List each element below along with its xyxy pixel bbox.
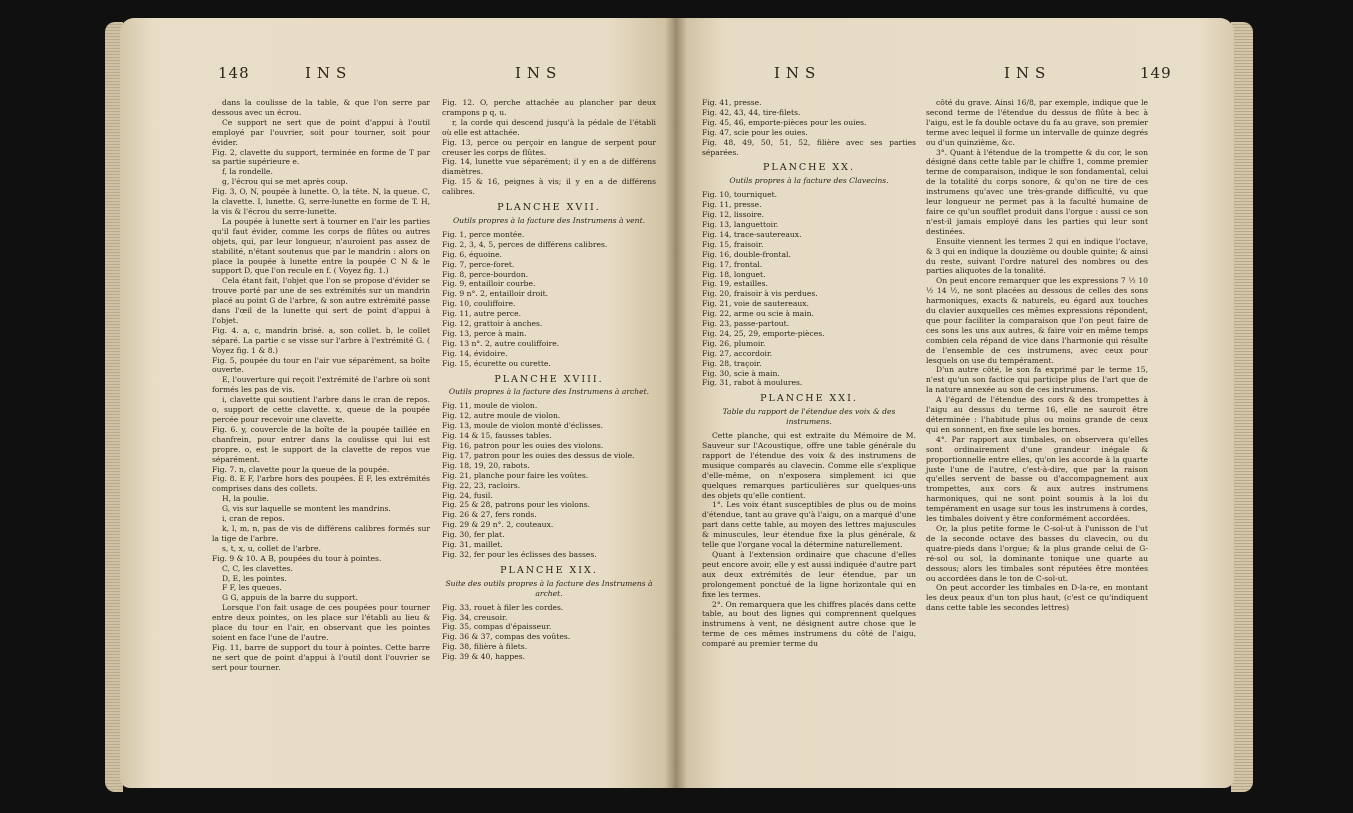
figure-entry: Fig. 22, 23, racloirs. bbox=[442, 480, 521, 490]
text-paragraph: On peut accorder les timbales en D-la-re, en montant les deux peaux d'un ton plus haut, (c'est ce qu'indiquent dans cette table les secondes lettres) bbox=[926, 583, 1148, 613]
left-page bbox=[120, 18, 674, 788]
text-paragraph: H, la poulie. bbox=[222, 494, 269, 504]
text-paragraph: 1°. Les voix étant susceptibles de plus ou de moins d'étendue, tant au grave qu'à l'aigu, on a marqué d'une part dans cette table, au moyen des lettres majuscules & minuscules, leur étendue fixe la plus générale, & telle que l'organe vocal la détermine naturellement. bbox=[702, 500, 916, 550]
running-head-right: INS bbox=[1004, 64, 1052, 82]
text-paragraph: Fig. 7. n, clavette pour la queue de la poupée. bbox=[212, 464, 390, 474]
text-paragraph: G G, appuis de la barre du support. bbox=[222, 593, 359, 603]
text-paragraph: F F, les queues. bbox=[222, 583, 282, 593]
text-paragraph: s, t, x, u, collet de l'arbre. bbox=[222, 543, 321, 553]
right-page-edges bbox=[1231, 22, 1253, 792]
plate-19-list bbox=[442, 603, 656, 662]
figure-entry: Fig. 20, fraisoir à vis perdues. bbox=[702, 289, 818, 299]
figure-entry: Fig. 39 & 40, happes. bbox=[442, 652, 526, 662]
figure-entry: Fig. 36 & 37, compas des voûtes. bbox=[442, 632, 571, 642]
figure-entry: Fig. 21, planche pour faire les voûtes. bbox=[442, 470, 589, 480]
figure-entry: Fig. 14, trace-sautereaux. bbox=[702, 229, 802, 239]
figure-entry: Fig. 21, voie de sautereaux. bbox=[702, 299, 809, 309]
figure-entry: Fig. 6, équoine. bbox=[442, 249, 503, 259]
figure-entry: Fig. 26, plumoir. bbox=[702, 338, 766, 348]
figure-entry: Fig. 12, lissoire. bbox=[702, 210, 765, 220]
text-paragraph: Fig. 5, poupée du tour en l'air vue séparément, sa boîte ouverte. bbox=[212, 355, 430, 375]
text-paragraph: Cette planche, qui est extraite du Mémoire de M. Sauveur sur l'Acoustique, offre une table générale du rapport de l'étendue des voix & des instrumens de musique comparés au clavecin. Comme elle s'explique d'elle-même, on n'exposera simplement ici que quelques remarques particulières sur quelques-uns des objets qu'elle contient. bbox=[702, 431, 916, 500]
figure-entry: Fig. 13, languettoir. bbox=[702, 219, 779, 229]
figure-entry: Fig. 12, grattoir à anches. bbox=[442, 319, 543, 329]
text-paragraph: 2°. On remarquera que les chiffres placés dans cette table, au bout des lignes qui comprennent quelques instrumens à vent, ne désignent autre chose que le terme de ces mêmes instrumens du côté de l'aigu, comparé au premier terme du bbox=[702, 599, 916, 649]
text-paragraph: Fig. 9 & 10. A B, poupées du tour à pointes. bbox=[212, 553, 382, 563]
running-head-right: INS bbox=[515, 64, 563, 82]
text-paragraph: A l'égard de l'étendue des cors & des trompettes à l'aigu au dessus du terme 16, elle ne sauroit être déterminée : l'habitude plus ou moins grande de ceux qui en sonnent, en fixe seule les bornes. bbox=[926, 395, 1148, 434]
figure-entry: Fig. 35, compas d'épaisseur. bbox=[442, 622, 552, 632]
text-paragraph: côté du grave. Ainsi 16/8, par exemple, indique que le second terme de l'étendue du dessus de flûte à bec à l'aigu, est le fa double octave du fa au grave, son premier terme avec lequel il forme un intervalle de quinze degrés ou d'un quinzième, &c. bbox=[926, 98, 1149, 147]
text-paragraph: Lorsque l'on fait usage de ces poupées pour tourner entre deux pointes, on les place sur l'établi au lieu & place du tour en l'air, en observant que les pointes soient en face l'une de l'autre. bbox=[212, 603, 430, 642]
figure-entry: Fig. 14, évidoire. bbox=[442, 348, 508, 358]
figure-entry: Fig. 31, maillet. bbox=[442, 540, 503, 550]
left-page-column-1 bbox=[212, 98, 430, 673]
text-paragraph: Fig. 13, perce ou perçoir en langue de serpent pour creuser les corps de flûtes. bbox=[442, 137, 656, 157]
page-number: 149 bbox=[1140, 64, 1172, 82]
text-paragraph: 4°. Par rapport aux timbales, on observera qu'elles sont ordinairement d'une grandeur inégale & proportionnelle entre elles, qu'on les accorde à la quarte juste l'une de l'autre, c'est-à-dire, que par la raison qu'elles servent de basse ou d'accompagnement aux trompettes, aux cors & aux autres instrumens harmoniques, qui ne sont point soumis à la loi du tempérament en usage sur tous les instrumens à cordes, les timbales doivent y être conformément accordées. bbox=[926, 434, 1148, 524]
figure-entry: Fig. 45, 46, emporte-pièces pour les ouies. bbox=[702, 117, 867, 127]
right-page-column-1 bbox=[702, 98, 916, 649]
figure-entry: Fig. 14 & 15, fausses tables. bbox=[442, 431, 552, 441]
text-paragraph: Fig. 15 & 16, peignes à vis; il y en a de différens calibres. bbox=[442, 177, 656, 197]
figure-entry: Fig. 16, patron pour les ouies des violons. bbox=[442, 441, 604, 450]
figure-entry: Fig. 19, estailles. bbox=[702, 279, 768, 289]
text-paragraph: On peut encore remarquer que les expressions 7 ½ 10 ½ 14 ½, ne sont placées au dessous de celles des sons harmoniques, exacts & naturels, eu égard aux touches du clavier auxquelles ces mêmes expressions répondent, que pour faciliter la comparaison que l'on peut faire de ces sons les uns aux autres, & faire voir en même temps combien cela répand de vice dans l'harmonie qui résulte de l'ensemble de ces instrumens, avec ceux pour lesquels on use du tempérament. bbox=[926, 276, 1148, 365]
text-paragraph: k, l, m, n, pas de vis de différens calibres formés sur la tige de l'arbre. bbox=[212, 523, 430, 543]
figure-entry: Fig. 17, frontal. bbox=[702, 259, 763, 269]
figure-entry: Fig. 11, autre perce. bbox=[442, 309, 522, 319]
figure-entry: Fig. 27, accordoir. bbox=[702, 348, 773, 358]
text-paragraph: C, C, les clavettes. bbox=[222, 563, 293, 573]
figure-entry: Fig. 30, fer plat. bbox=[442, 530, 505, 540]
text-paragraph: Fig. 4. a, c, mandrin brisé. a, son collet. b, le collet séparé. La partie c se visse sur l'arbre à l'extrémité G. ( Voyez fig. 1 & 8.) bbox=[212, 325, 430, 355]
figure-entry: Fig. 18, longuet. bbox=[702, 269, 766, 279]
text-paragraph: Fig. 3, O, N, poupée à lunette. O, la tête. N, la queue. C, la clavette. I, lunette. G, serre-lunette en forme de T. H, la vis & l'écrou du serre-lunette. bbox=[212, 187, 430, 216]
figure-entry: Fig. 26 & 27, fers ronds. bbox=[442, 510, 537, 520]
figure-entry: Fig. 15, écurette ou curette. bbox=[442, 358, 551, 368]
text-paragraph: 3°. Quant à l'étendue de la trompette & du cor, le son désigné dans cette table par le chiffre 1, comme premier terme de comparaison, indique le son fondamental, celui de la totalité du corps sonore, & qu'on ne tire de ces instrumens qu'avec une très-grande difficulté, vu que leur longueur ne permet pas à la faculté humaine de faire ce qu'un soufflet produit dans l'orgue : aussi ce son n'est-il jamais employé dans les parties qui leur sont destinées. bbox=[926, 147, 1148, 236]
figure-entry: Fig. 25 & 28, patrons pour les violons. bbox=[442, 500, 591, 510]
plate-19-title: PLANCHE XIX. bbox=[500, 564, 598, 576]
column-1-intro bbox=[702, 98, 916, 157]
plate-21-text bbox=[702, 431, 916, 649]
figure-entry: Fig. 2, 3, 4, 5, perces de différens calibres. bbox=[442, 239, 608, 249]
right-page-header bbox=[674, 64, 1234, 88]
page-number: 148 bbox=[218, 64, 250, 82]
figure-entry: Fig. 30, scie à main. bbox=[702, 368, 780, 378]
text-paragraph: D, E, les pointes. bbox=[222, 573, 287, 583]
plate-18-subtitle: Outils propres à la facture des Instrumens à archet. bbox=[448, 387, 650, 397]
figure-entry: Fig. 12, autre moule de violon. bbox=[442, 411, 561, 421]
text-paragraph: r, la corde qui descend jusqu'à la pédale de l'établi où elle est attachée. bbox=[442, 117, 656, 137]
open-book bbox=[105, 8, 1253, 808]
plate-21-title: PLANCHE XXI. bbox=[760, 393, 858, 405]
figure-entry: Fig. 32, fer pour les éclisses des basses. bbox=[442, 549, 597, 559]
figure-entry: Fig. 10, couliffoire. bbox=[442, 299, 516, 309]
running-head-left: INS bbox=[305, 64, 353, 82]
figure-entry: Fig. 33, rouet à filer les cordes. bbox=[442, 602, 564, 612]
text-paragraph: Fig. 6. y, couvercle de la boîte de la poupée taillée en chanfrein, pour entrer dans la coulisse qui lui est propre. o, est le support de la clavette de repos vue séparément. bbox=[212, 424, 430, 464]
text-paragraph: G, vis sur laquelle se montent les mandrins. bbox=[222, 504, 391, 514]
figure-entry: Fig. 42, 43, 44, tire-filets. bbox=[702, 107, 801, 117]
figure-entry: Fig. 13, perce à main. bbox=[442, 328, 527, 338]
figure-entry: Fig. 31, rabot à moulures. bbox=[702, 378, 803, 388]
plate-18-title: PLANCHE XVIII. bbox=[494, 373, 604, 385]
figure-entry: Fig. 28, traçoir. bbox=[702, 358, 762, 368]
text-paragraph: i, cran de repos. bbox=[222, 514, 285, 524]
figure-entry: Fig. 48, 49, 50, 51, 52, filière avec ses parties séparées. bbox=[702, 137, 916, 157]
figure-entry: Fig. 47, scie pour les ouies. bbox=[702, 127, 808, 137]
plate-20-list bbox=[702, 190, 916, 388]
text-paragraph: Fig. 11, barre de support du tour à pointes. Cette barre ne sert que de point d'appui à l'outil dont l'ouvrier se sert pour tourner. bbox=[212, 642, 430, 672]
column-2-intro bbox=[442, 98, 656, 197]
figure-entry: Fig. 1, perce montée. bbox=[442, 229, 525, 239]
plate-17-list bbox=[442, 230, 656, 369]
text-paragraph: Or, la plus petite forme le C-sol-ut à l'unisson de l'ut de la seconde octave des basses du clavecin, ou du quatre-pieds dans l'orgue; & la plus grande celui de G-ré-sol ou sol, la dominante tonique une quarte au dessous; alors les timbales sont réputées être montées ou accordées dans le ton de C-sol-ut. bbox=[926, 523, 1148, 583]
text-paragraph: Ensuite viennent les termes 2 qui en indique l'octave, & 3 qui en indique la douzième ou double quinte; & ainsi du reste, suivant l'ordre naturel des nombres ou des parties aliquotes de la tonalité. bbox=[926, 236, 1148, 276]
figure-entry: Fig. 13 n°. 2, autre couliffoire. bbox=[442, 338, 560, 348]
text-paragraph: Cela étant fait, l'objet que l'on se propose d'évider se trouve porté par une de ses extrémités sur un mandrin placé au point G de l'arbre, & son autre extrémité passe dans l'œil de la lunette qui sert de point d'appui à l'objet. bbox=[212, 276, 430, 325]
text-paragraph: i, clavette qui soutient l'arbre dans le cran de repos. o, support de cette clavette. x, queue de la poupée percée pour recevoir une clavette. bbox=[212, 395, 430, 424]
figure-entry: Fig. 8, perce-bourdon. bbox=[442, 269, 529, 279]
figure-entry: Fig. 16, double-frontal. bbox=[702, 249, 791, 259]
text-paragraph: Quant à l'extension ordinaire que chacune d'elles peut encore avoir, elle y est aussi indiquée d'autre part aux deux extrémités de leur étendue, par un prolongement ponctué de la ligne horizontale qui en fixe les termes. bbox=[702, 549, 916, 599]
figure-entry: Fig. 23, passe-partout. bbox=[702, 319, 790, 329]
right-page bbox=[674, 18, 1234, 788]
figure-entry: Fig. 9, entailloir courbe. bbox=[442, 279, 536, 289]
text-paragraph: Fig. 12. O, perche attachée au plancher par deux crampons p q, u. bbox=[442, 98, 656, 117]
text-paragraph: dans la coulisse de la table, & que l'on serre par dessous avec un écrou. bbox=[212, 98, 430, 117]
figure-entry: Fig. 18, 19, 20, rabots. bbox=[442, 460, 530, 470]
plate-18-list bbox=[442, 401, 656, 560]
figure-entry: Fig. 11, moule de violon. bbox=[442, 401, 538, 411]
text-paragraph: E, l'ouverture qui reçoit l'extrémité de l'arbre où sont formés les pas de vis. bbox=[212, 375, 430, 395]
plate-20-subtitle: Outils propres à la facture des Clavecins. bbox=[729, 176, 889, 186]
figure-entry: Fig. 34, creusoir. bbox=[442, 612, 508, 622]
text-paragraph: Fig. 14, lunette vue séparément; il y en a de différens diamètres. bbox=[442, 157, 656, 177]
book-gutter bbox=[665, 18, 687, 788]
text-paragraph: Fig. 2, clavette du support, terminée en forme de T par sa partie supérieure e. bbox=[212, 147, 430, 167]
figure-entry: Fig. 17, patron pour les ouies des dessus de viole. bbox=[442, 450, 635, 460]
plate-20-title: PLANCHE XX. bbox=[763, 162, 855, 174]
plate-17-subtitle: Outils propres à la facture des Instrumens à vent. bbox=[452, 215, 646, 225]
text-paragraph: Fig. 8. E F, l'arbre hors des poupées. E F, les extrémités comprises dans des collets. bbox=[212, 474, 430, 494]
figure-entry: Fig. 10, tourniquet. bbox=[702, 190, 778, 200]
figure-entry: Fig. 9 n°. 2, entailloir droit. bbox=[442, 289, 549, 299]
text-paragraph: g, l'écrou qui se met après coup. bbox=[222, 177, 348, 187]
right-page-column-2 bbox=[926, 98, 1148, 613]
plate-21-subtitle: Table du rapport de l'étendue des voix & des instrumens. bbox=[722, 407, 896, 427]
text-paragraph: Ce support ne sert que de point d'appui à l'outil employé par l'ouvrier, soit pour tourner, soit pour évider. bbox=[212, 117, 430, 147]
plate-19-subtitle: Suite des outils propres à la facture des Instrumens à archet. bbox=[445, 578, 653, 598]
text-paragraph: D'un autre côté, le son fa exprimé par le terme 15, n'est qu'un son factice qui participe plus de l'art que de la nature annexée au son de ces instrumens. bbox=[926, 365, 1148, 395]
left-page-column-2 bbox=[442, 98, 656, 662]
left-page-header bbox=[120, 64, 674, 88]
running-head-left: INS bbox=[774, 64, 822, 82]
figure-entry: Fig. 22, arme ou scie à main. bbox=[702, 309, 814, 319]
figure-entry: Fig. 13, moule de violon monté d'éclisses. bbox=[442, 421, 604, 431]
text-paragraph: f, la rondelle. bbox=[222, 167, 273, 177]
figure-entry: Fig. 15, fraisoir. bbox=[702, 239, 764, 249]
figure-entry: Fig. 29 & 29 n°. 2, couteaux. bbox=[442, 520, 554, 530]
plate-17-title: PLANCHE XVII. bbox=[497, 202, 601, 214]
figure-entry: Fig. 11, presse. bbox=[702, 200, 762, 210]
figure-entry: Fig. 38, filière à filets. bbox=[442, 642, 528, 652]
figure-entry: Fig. 24, 25, 29, emporte-pièces. bbox=[702, 328, 825, 338]
text-paragraph: La poupée à lunette sert à tourner en l'air les parties qu'il faut évider, comme les corps de flûtes ou autres objets, qui, par leur longueur, n'auroient pas assez de stabilité, n'étant soutenus que par le mandrin : alors on place la poupée à lunette entre la poupée C N & le support D, que l'on recule en f. ( Voyez fig. 1.) bbox=[212, 216, 430, 276]
figure-entry: Fig. 7, perce-foret. bbox=[442, 259, 515, 269]
figure-entry: Fig. 24, fusil. bbox=[442, 490, 493, 500]
figure-entry: Fig. 41, presse. bbox=[702, 98, 762, 107]
